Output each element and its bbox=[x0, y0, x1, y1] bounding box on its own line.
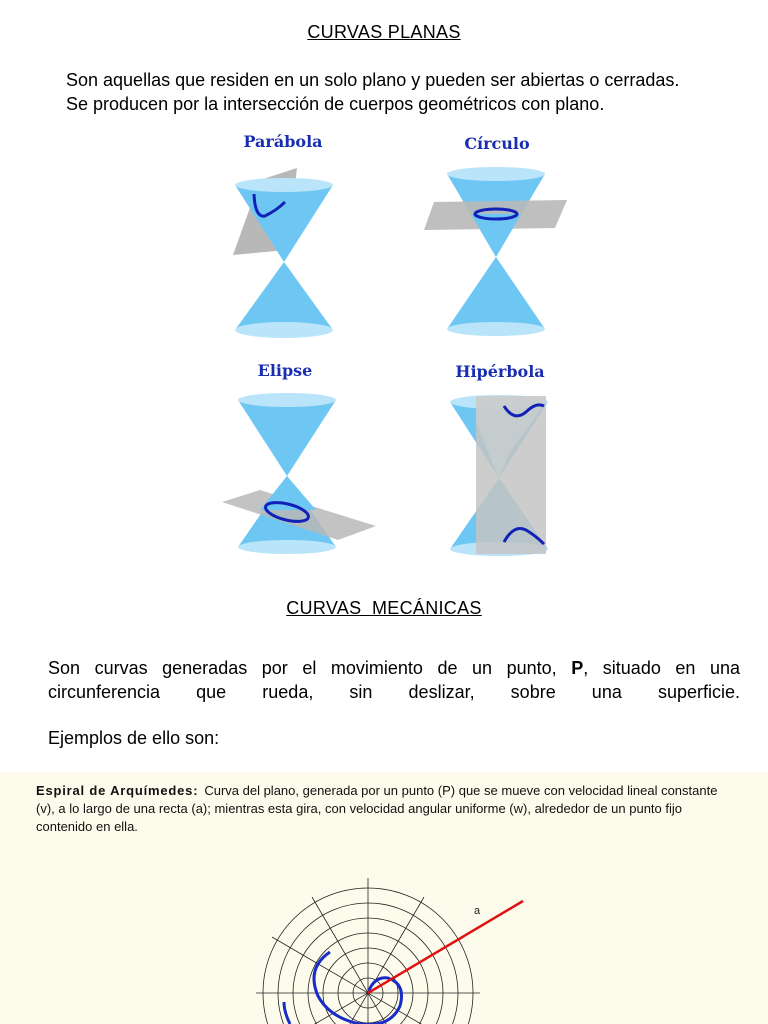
spiral-description bbox=[36, 782, 736, 836]
mecanicas-line-1-end: , situado en una bbox=[583, 658, 740, 678]
mecanicas-title-text: CURVAS MECÁNICAS bbox=[286, 598, 482, 618]
mecanicas-description bbox=[48, 656, 740, 704]
polar-grid bbox=[256, 878, 480, 1024]
spiral-title: Espiral de Arquímedes: bbox=[36, 783, 199, 798]
line-a bbox=[368, 901, 523, 993]
upper-nappe bbox=[238, 400, 336, 476]
upper-rim bbox=[235, 178, 333, 192]
mecanicas-line-1-start: Son curvas generadas por el movimiento de un punto, bbox=[48, 658, 557, 678]
archimedes-spiral bbox=[314, 952, 402, 1024]
mecanicas-line-1 bbox=[48, 656, 740, 680]
examples-intro: Ejemplos de ello son: bbox=[48, 728, 220, 748]
upper-rim bbox=[447, 167, 545, 181]
lower-rim bbox=[235, 322, 333, 338]
label-circulo: Círculo bbox=[464, 134, 530, 153]
planas-line-1: Son aquellas que residen en un solo plano y pueden ser abiertas o cerradas. bbox=[66, 70, 680, 90]
spiral-outer-arm bbox=[284, 1002, 290, 1024]
cone-circulo bbox=[422, 162, 572, 352]
lower-rim bbox=[238, 540, 336, 554]
spiral-panel bbox=[0, 772, 768, 1024]
lower-nappe bbox=[447, 257, 545, 329]
upper-rim bbox=[238, 393, 336, 407]
cone-hiperbola bbox=[440, 392, 560, 562]
mecanicas-line-2: circunferencia que rueda, sin deslizar, sobre una superficie. bbox=[48, 682, 740, 702]
section-title-mecanicas bbox=[0, 598, 768, 619]
section-title-planas: CURVAS PLANAS bbox=[307, 22, 461, 42]
label-elipse: Elipse bbox=[257, 361, 313, 380]
point-p: P bbox=[571, 658, 584, 678]
lower-rim bbox=[447, 322, 545, 336]
label-parabola: Parábola bbox=[243, 132, 323, 151]
line-a-label: a bbox=[474, 905, 481, 917]
planas-description bbox=[66, 68, 746, 116]
cone-parabola bbox=[225, 160, 345, 350]
label-hiperbola: Hipérbola bbox=[455, 362, 545, 381]
cone-elipse bbox=[220, 390, 380, 560]
spiral-text: Curva del plano, generada por un punto (P) que se mueve con velocidad lineal constante (v), a lo largo de una recta (a); mientras esta gira, con velocidad angular uniforme (w), alrededor de un punto fijo contenido en ella. bbox=[36, 783, 718, 834]
lower-nappe bbox=[235, 262, 333, 330]
spiral-diagram bbox=[250, 872, 550, 1024]
planas-line-2: Se producen por la intersección de cuerpos geométricos con plano. bbox=[66, 94, 605, 114]
